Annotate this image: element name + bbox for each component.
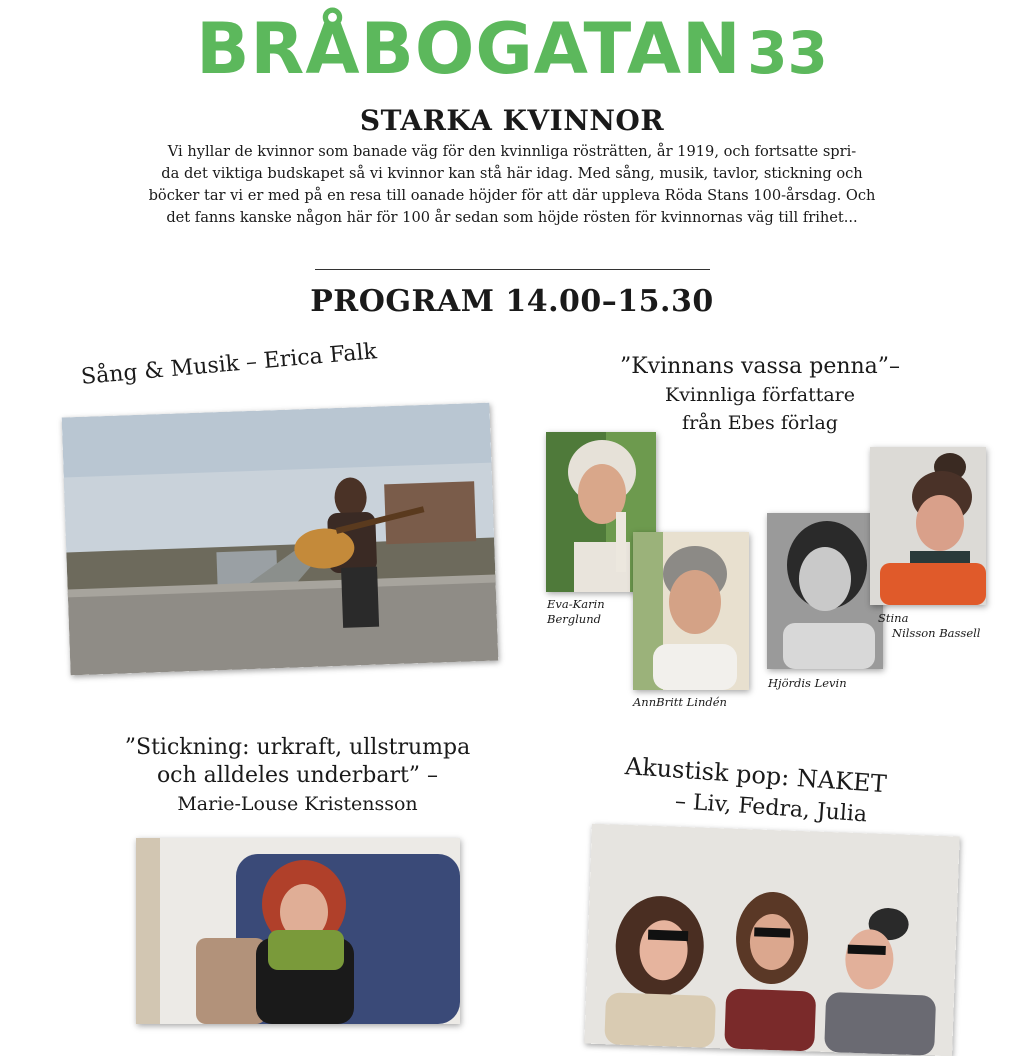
knitting-heading-line: och alldeles underbart” –: [156, 763, 439, 788]
title-main: BRÅBOGATAN: [196, 8, 742, 90]
intro-text: [100, 141, 924, 229]
portrait-stina: [870, 447, 986, 605]
caption-hjordis: [768, 676, 847, 691]
knitting-photo: [136, 838, 460, 1024]
caption-annbritt: [633, 695, 727, 710]
knitting-heading-line: Marie-Louse Kristensson: [177, 793, 418, 815]
caption-line: Stina: [878, 611, 909, 625]
pop-heading: Akustisk pop: NAKET: [624, 752, 888, 799]
knitting-heading-line: ”Stickning: urkraft, ullstrumpa: [124, 735, 471, 760]
caption-line: Nilsson Bassell: [892, 626, 981, 640]
divider: [315, 269, 710, 270]
caption-line: AnnBritt Lindén: [633, 695, 727, 709]
poster-title: [0, 8, 1024, 90]
intro-line: da det viktiga budskapet så vi kvinnor kan stå här idag. Med sång, musik, tavlor, stickning och: [161, 165, 863, 182]
intro-line: böcker tar vi er med på en resa till oanade höjder för att där uppleva Röda Stans 100-årsdag. Och: [148, 187, 876, 204]
music-photo: [62, 403, 499, 676]
music-heading: Sång & Musik – Erica Falk: [80, 339, 378, 390]
writers-heading-line: ”Kvinnans vassa penna”–: [619, 354, 901, 379]
caption-eva-karin: [547, 597, 605, 627]
portrait-hjordis: [767, 513, 883, 669]
portrait-annbritt: [633, 532, 749, 690]
pop-subheading: – Liv, Fedra, Julia: [674, 788, 868, 828]
intro-line: Vi hyllar de kvinnor som banade väg för den kvinnliga rösträtten, år 1919, och fortsatte spri-: [167, 143, 857, 160]
caption-stina: [878, 611, 980, 641]
caption-line: Berglund: [547, 612, 601, 626]
caption-line: Hjördis Levin: [768, 676, 847, 690]
intro-line: det fanns kanske någon här för 100 år sedan som höjde rösten för kvinnornas väg till frihet...: [166, 209, 858, 226]
caption-line: Eva-Karin: [547, 597, 605, 611]
program-heading: PROGRAM 14.00–15.30: [310, 284, 714, 319]
knitting-heading: [60, 734, 535, 818]
writers-heading: [560, 352, 960, 437]
writers-heading-line: från Ebes förlag: [682, 412, 838, 434]
writers-heading-line: Kvinnliga författare: [665, 384, 855, 406]
title-number: 33: [747, 19, 828, 87]
pop-photo: [584, 824, 959, 1056]
subtitle: STARKA KVINNOR: [359, 104, 665, 137]
